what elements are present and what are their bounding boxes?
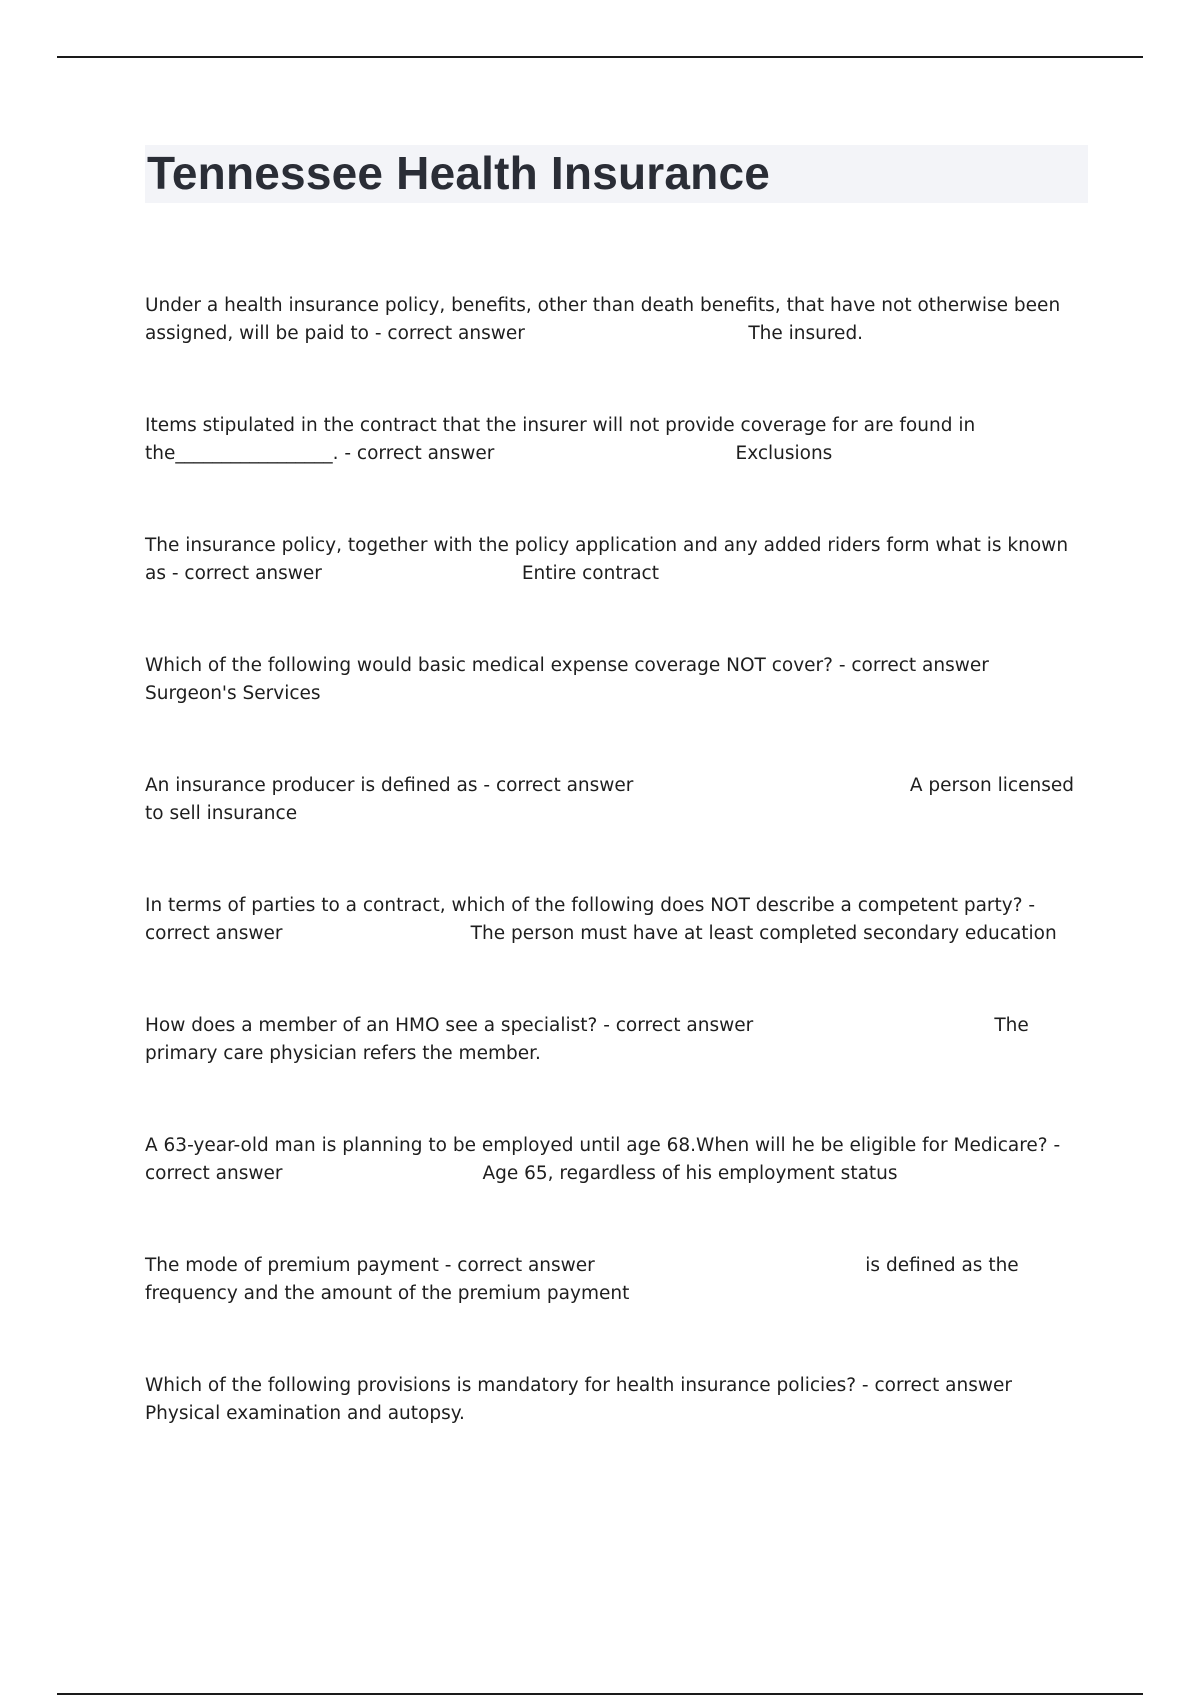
question-text: In terms of parties to a contract, which of the following does NOT describe a competent party? - correct answer: [145, 895, 1041, 944]
qa-item: [145, 1132, 1090, 1188]
question-text: An insurance producer is defined as - correct answer: [145, 775, 634, 796]
question-text: The insurance policy, together with the policy application and any added riders form what is known as - correct answer: [145, 535, 1074, 584]
qa-item: [145, 1252, 1090, 1308]
question-text: Under a health insurance policy, benefits, other than death benefits, that have not otherwise been assigned, will be paid to - correct answer: [145, 295, 1067, 344]
bottom-rule: [57, 1693, 1143, 1695]
question-text: A 63-year-old man is planning to be employed until age 68.When will he be eligible for Medicare? - correct answer: [145, 1135, 1067, 1184]
qa-item: [145, 892, 1090, 948]
qa-item: [145, 1012, 1090, 1068]
answer-text: is defined as the frequency and the amount of the premium payment: [145, 1255, 1025, 1304]
answer-text: Exclusions: [735, 443, 833, 464]
answer-text: A person licensed to sell insurance: [145, 775, 1080, 824]
qa-item: [145, 772, 1090, 828]
answer-text: Physical examination and autopsy.: [145, 1403, 465, 1424]
qa-item: [145, 1372, 1090, 1428]
qa-item: [145, 532, 1090, 588]
answer-text: The person must have at least completed secondary education: [470, 923, 1057, 944]
answer-text: Entire contract: [521, 563, 659, 584]
qa-item: [145, 652, 1090, 708]
answer-text: The primary care physician refers the member.: [145, 1015, 1035, 1064]
answer-text: The insured.: [748, 323, 864, 344]
qa-item: [145, 412, 1090, 468]
answer-text: Age 65, regardless of his employment status: [482, 1163, 898, 1184]
question-text: Items stipulated in the contract that the insurer will not provide coverage for are found in the_________________. - correct answer: [145, 415, 982, 464]
question-text: Which of the following would basic medical expense coverage NOT cover? - correct answer: [145, 655, 989, 676]
top-rule: [57, 56, 1143, 58]
page-title: Tennessee Health Insurance: [147, 147, 771, 199]
answer-text: Surgeon's Services: [145, 683, 321, 704]
qa-item: [145, 292, 1090, 348]
question-text: The mode of premium payment - correct answer: [145, 1255, 595, 1276]
question-text: Which of the following provisions is mandatory for health insurance policies? - correct answer: [145, 1375, 1012, 1396]
question-text: How does a member of an HMO see a specialist? - correct answer: [145, 1015, 754, 1036]
